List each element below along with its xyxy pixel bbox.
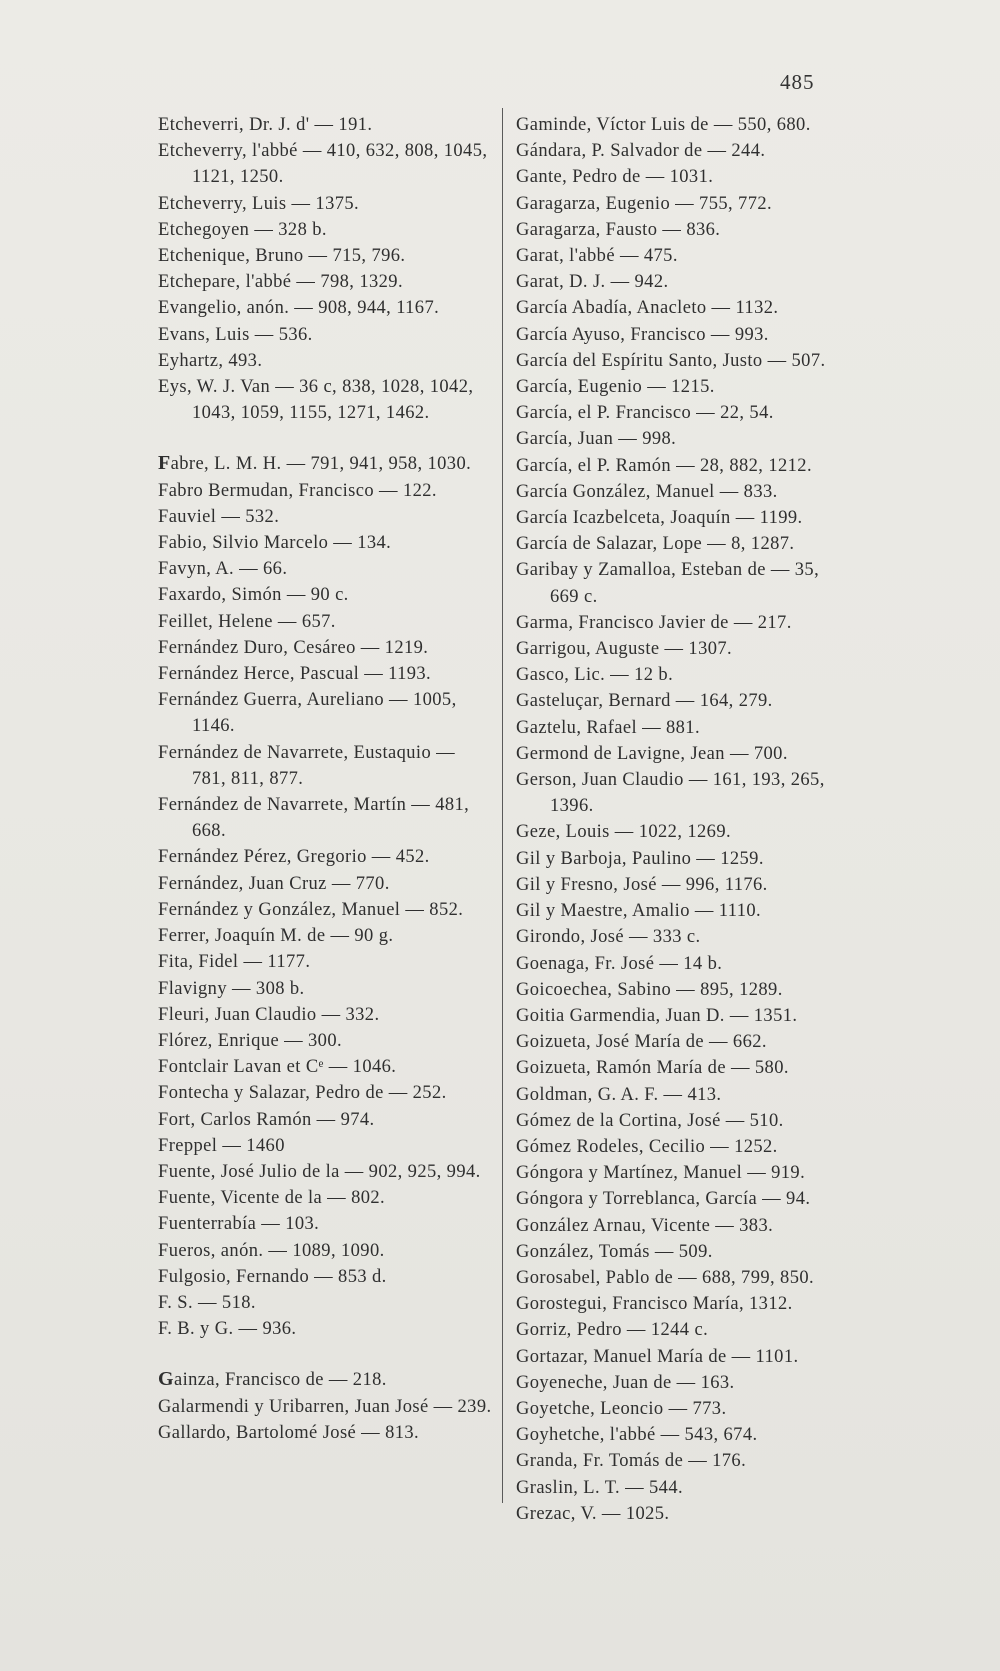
index-entry-text: Gasteluçar, Bernard — 164, 279. [516,691,773,712]
index-entry-text: Etcheverry, l'abbé — 410, 632, 808, 1045, 1121, 1250. [158,141,488,188]
index-entry-text: Fernández, Juan Cruz — 770. [158,873,390,894]
index-entry [516,269,846,295]
index-entry [516,715,846,741]
index-entry [516,1291,846,1317]
index-entry-text: González Arnau, Vicente — 383. [516,1215,774,1236]
index-entry [516,138,846,164]
index-entry-text: Fuente, Vicente de la — 802. [158,1188,386,1209]
index-entry [516,164,846,190]
index-entry-text: Goyetche, Leoncio — 773. [516,1398,727,1419]
index-entry-text: Geze, Louis — 1022, 1269. [516,822,732,843]
index-entry-text: Goitia Garmendia, Juan D. — 1351. [516,1005,798,1026]
index-entry [158,138,493,190]
index-entry [516,924,846,950]
index-entry-text: Etchenique, Bruno — 715, 796. [158,246,406,267]
index-entry [158,374,493,426]
index-entry-text: Garagarza, Fausto — 836. [516,219,721,240]
index-entry-text: abre, L. M. H. — 791, 941, 958, 1030. [170,454,472,475]
index-entry [516,1475,846,1501]
index-entry-text: García, Juan — 998. [516,429,677,450]
index-entry-text: Gorostegui, Francisco María, 1312. [516,1294,793,1315]
index-entry-text: Fuenterrabía — 103. [158,1214,320,1235]
index-entry-text: García, Eugenio — 1215. [516,377,715,398]
index-entry [158,687,493,739]
index-entry-text: Etchepare, l'abbé — 798, 1329. [158,272,403,293]
index-entry-text: Garibay y Zamalloa, Esteban de — 35, 669 c. [516,560,820,607]
index-entry [516,688,846,714]
page-number: 485 [780,70,815,94]
index-entry-text: Gómez Rodeles, Cecilio — 1252. [516,1136,778,1157]
index-entry [516,819,846,845]
index-entry [516,479,846,505]
index-entry [158,1133,493,1159]
index-entry-text: García, el P. Francisco — 22, 54. [516,403,774,424]
index-entry [516,374,846,400]
index-entry [516,1396,846,1422]
index-entry [516,1265,846,1291]
column-divider [502,108,503,1503]
index-entry-text: Gil y Barboja, Paulino — 1259. [516,848,764,869]
index-entry [516,898,846,924]
index-entry [158,1264,493,1290]
index-entry [158,1238,493,1264]
index-entry [516,531,846,557]
index-entry-text: Gómez de la Cortina, José — 510. [516,1110,784,1131]
index-entry [516,557,846,609]
index-entry-text: Goicoechea, Sabino — 895, 1289. [516,979,783,1000]
index-entry [516,1029,846,1055]
index-entry-text: Eyhartz, 493. [158,350,263,371]
index-entry [516,1370,846,1396]
index-entry-text: Fabro Bermudan, Francisco — 122. [158,480,437,501]
index-entry [158,191,493,217]
index-entry [158,1107,493,1133]
index-entry [158,1080,493,1106]
index-entry-text: Fleuri, Juan Claudio — 332. [158,1004,380,1025]
index-entry-text: Fulgosio, Fernando — 853 d. [158,1266,387,1287]
index-entry [516,1108,846,1134]
index-entry [516,767,846,819]
index-entry [158,1394,493,1420]
index-entry-text: Fontecha y Salazar, Pedro de — 252. [158,1083,447,1104]
index-entry-text: García González, Manuel — 833. [516,481,778,502]
index-entry [158,322,493,348]
index-entry [516,977,846,1003]
index-entry-text: García, el P. Ramón — 28, 882, 1212. [516,455,812,476]
index-entry-text: Gallardo, Bartolomé José — 813. [158,1422,420,1443]
index-entry-text: Gante, Pedro de — 1031. [516,167,714,188]
index-entry [158,1290,493,1316]
index-entry [516,426,846,452]
index-entry [158,348,493,374]
index-entry-text: Graslin, L. T. — 544. [516,1477,684,1498]
index-entry-text: Goyhetche, l'abbé — 543, 674. [516,1425,758,1446]
index-entry-text: Girondo, José — 333 c. [516,927,701,948]
index-entry-text: Gerson, Juan Claudio — 161, 193, 265, 1396. [516,770,825,817]
index-entry [516,112,846,138]
index-entry-text: Gaminde, Víctor Luis de — 550, 680. [516,115,811,135]
index-entry [158,1028,493,1054]
index-entry-text: Goizueta, Ramón María de — 580. [516,1058,789,1079]
index-entry [158,243,493,269]
index-entry-text: Gasco, Lic. — 12 b. [516,665,674,686]
index-entry [516,1344,846,1370]
index-entry [516,1134,846,1160]
index-entry [516,243,846,269]
index-entry [158,740,493,792]
index-entry-text: Fuente, José Julio de la — 902, 925, 994. [158,1161,481,1182]
index-entry-text: Faxardo, Simón — 90 c. [158,585,349,606]
index-entry [516,1213,846,1239]
index-entry-text: Flórez, Enrique — 300. [158,1030,342,1051]
index-entry [516,741,846,767]
index-entry-text: Ferrer, Joaquín M. de — 90 g. [158,926,394,947]
index-entry-text: Gorosabel, Pablo de — 688, 799, 850. [516,1267,815,1288]
index-entry [158,504,493,530]
index-entry-text: Fueros, anón. — 1089, 1090. [158,1240,385,1261]
index-entry-text: Galarmendi y Uribarren, Juan José — 239. [158,1396,492,1417]
index-entry [516,453,846,479]
index-entry-text: Garrigou, Auguste — 1307. [516,639,733,660]
index-entry-text: García Ayuso, Francisco — 993. [516,324,769,345]
index-entry [158,609,493,635]
index-entry-text: Eys, W. J. Van — 36 c, 838, 1028, 1042, 1043, 1059, 1155, 1271, 1462. [158,377,474,424]
index-entry [516,1082,846,1108]
index-entry-text: Fontclair Lavan et Cᵉ — 1046. [158,1057,397,1078]
index-entry-text: Garat, D. J. — 942. [516,272,669,293]
index-entry-text: García de Salazar, Lope — 8, 1287. [516,534,795,555]
index-entry-text: García Abadía, Anacleto — 1132. [516,298,779,319]
index-entry [158,450,493,477]
index-entry [158,582,493,608]
index-entry-text: Grezac, V. — 1025. [516,1503,670,1524]
index-entry [158,844,493,870]
index-entry [158,478,493,504]
index-entry-text: Germond de Lavigne, Jean — 700. [516,743,788,764]
index-entry [158,1054,493,1080]
index-entry [516,191,846,217]
index-entry-text: Gil y Fresno, José — 996, 1176. [516,874,768,895]
index-entry-text: Góngora y Martínez, Manuel — 919. [516,1163,806,1184]
index-entry [516,348,846,374]
index-entry [516,1186,846,1212]
index-entry [516,872,846,898]
index-entry [516,610,846,636]
index-entry-text: Fernández Herce, Pascual — 1193. [158,664,432,685]
index-entry-text: Fort, Carlos Ramón — 974. [158,1109,375,1130]
index-entry-text: Fernández Duro, Cesáreo — 1219. [158,637,429,658]
index-entry [158,976,493,1002]
index-entry-text: Fernández Guerra, Aureliano — 1005, 1146. [158,690,457,737]
index-entry-text: Goldman, G. A. F. — 413. [516,1084,722,1105]
index-entry [158,1316,493,1342]
index-entry-text: García del Espíritu Santo, Justo — 507. [516,350,826,371]
index-entry [158,269,493,295]
index-entry-text: Etcheverri, Dr. J. d' — 191. [158,115,373,135]
index-entry [516,636,846,662]
index-entry-text: Fernández Pérez, Gregorio — 452. [158,847,430,868]
index-entry-text: Freppel — 1460 [158,1135,285,1156]
index-entry [158,923,493,949]
index-entry [516,662,846,688]
index-entry-text: Fernández y González, Manuel — 852. [158,899,464,920]
index-entry-text: Flavigny — 308 b. [158,978,305,999]
index-entry [516,295,846,321]
index-entry-text: F. S. — 518. [158,1292,256,1313]
index-entry [516,217,846,243]
index-entry [158,897,493,923]
index-entry-text: García Icazbelceta, Joaquín — 1199. [516,508,803,529]
index-entry-text: Goyeneche, Juan de — 163. [516,1372,735,1393]
index-entry [158,112,493,138]
index-entry [158,295,493,321]
index-column-right [516,112,846,1527]
index-entry [516,1239,846,1265]
index-entry-text: Fita, Fidel — 1177. [158,952,311,973]
section-initial: G [158,1368,174,1391]
index-entry [158,792,493,844]
index-entry-text: ainza, Francisco de — 218. [173,1370,387,1391]
index-entry [516,1003,846,1029]
index-entry [516,846,846,872]
index-entry [516,1317,846,1343]
index-entry [516,505,846,531]
index-entry-text: Goizueta, José María de — 662. [516,1032,767,1053]
index-entry-text: Evangelio, anón. — 908, 944, 1167. [158,298,440,319]
index-entry [158,556,493,582]
index-entry-text: Fauviel — 532. [158,506,280,527]
index-entry [158,1211,493,1237]
index-entry-text: Feillet, Helene — 657. [158,611,336,632]
index-entry-text: Etcheverry, Luis — 1375. [158,193,360,214]
index-entry-text: Fernández de Navarrete, Martín — 481, 668. [158,795,470,842]
index-entry-text: Garat, l'abbé — 475. [516,246,678,267]
index-entry-text: F. B. y G. — 936. [158,1319,297,1340]
index-entry-text: Etchegoyen — 328 b. [158,219,327,240]
index-entry [516,1055,846,1081]
index-entry-text: Granda, Fr. Tomás de — 176. [516,1451,747,1472]
index-entry [158,1185,493,1211]
index-entry [516,1160,846,1186]
section-initial: F [158,452,171,475]
index-entry [158,1420,493,1446]
index-entry [516,322,846,348]
index-entry [158,949,493,975]
index-entry-text: Favyn, A. — 66. [158,559,288,580]
index-entry-text: Fabio, Silvio Marcelo — 134. [158,533,392,554]
index-entry [516,951,846,977]
index-column-left [158,112,493,1446]
index-entry-text: Goenaga, Fr. José — 14 b. [516,953,723,974]
index-entry [516,1448,846,1474]
index-entry [158,635,493,661]
index-entry [158,1159,493,1185]
index-entry [516,400,846,426]
index-entry-text: Góngora y Torreblanca, García — 94. [516,1189,811,1210]
index-entry-text: Gil y Maestre, Amalio — 1110. [516,901,762,922]
index-entry-text: González, Tomás — 509. [516,1241,713,1262]
index-entry-text: Garagarza, Eugenio — 755, 772. [516,193,773,214]
index-entry [158,661,493,687]
index-entry [158,1002,493,1028]
index-entry [158,1366,493,1393]
index-entry-text: Gorriz, Pedro — 1244 c. [516,1320,709,1341]
index-entry [516,1501,846,1527]
index-entry [158,530,493,556]
index-entry-text: Evans, Luis — 536. [158,324,313,345]
index-entry-text: Gortazar, Manuel María de — 1101. [516,1346,799,1367]
index-entry-text: Garma, Francisco Javier de — 217. [516,612,792,633]
index-entry [516,1422,846,1448]
index-entry [158,871,493,897]
index-entry [158,217,493,243]
index-entry-text: Fernández de Navarrete, Eustaquio — 781, 811, 877. [158,742,456,789]
index-entry-text: Gaztelu, Rafael — 881. [516,717,700,738]
index-entry-text: Gándara, P. Salvador de — 244. [516,141,766,162]
